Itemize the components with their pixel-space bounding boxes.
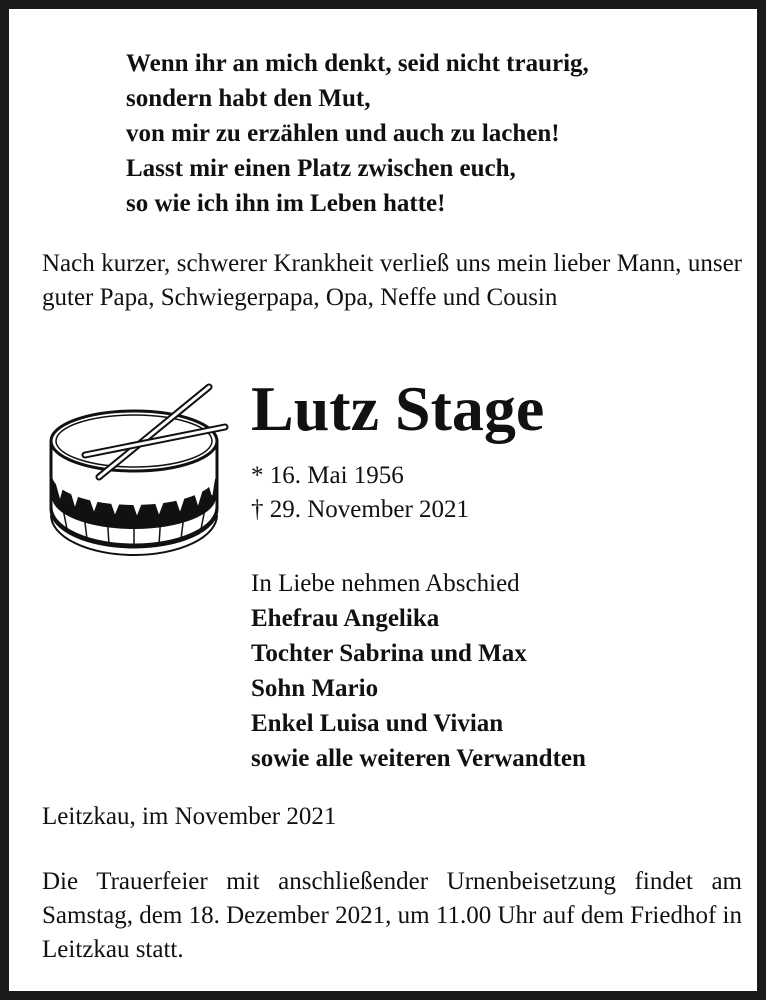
mourner-name: Sohn Mario — [251, 675, 379, 702]
mourner-name: Tochter Sabrina und Max — [251, 640, 527, 667]
mourners-intro: In Liebe nehmen Abschied — [251, 570, 520, 597]
life-dates — [251, 459, 469, 527]
death-date: † 29. November 2021 — [251, 496, 470, 523]
poem-line: Wenn ihr an mich denkt, seid nicht traurig, — [126, 50, 589, 77]
poem-line: so wie ich ihn im Leben hatte! — [126, 190, 446, 217]
funeral-notice: Die Trauerfeier mit anschließender Urnenbeisetzung findet am Samstag, dem 18. Dezember 2021, um 11.00 Uhr auf dem Friedhof in Leitzkau statt. — [42, 868, 742, 963]
mourners-block — [251, 566, 586, 776]
mourner-name: Enkel Luisa und Vivian — [251, 710, 504, 737]
birth-date: * 16. Mai 1956 — [251, 462, 404, 489]
poem-line: Lasst mir einen Platz zwischen euch, — [126, 155, 516, 182]
drum-icon — [47, 379, 231, 559]
mourner-name: sowie alle weiteren Verwandten — [251, 745, 586, 772]
poem-line: von mir zu erzählen und auch zu lachen! — [126, 120, 560, 147]
poem-line: sondern habt den Mut, — [126, 85, 371, 112]
deceased-name: Lutz Stage — [251, 373, 545, 444]
place-date: Leitzkau, im November 2021 — [42, 803, 337, 830]
intro-text: Nach kurzer, schwerer Krankheit verließ uns mein lieber Mann, unser guter Papa, Schwiegerpapa, Opa, Neffe und Cousin — [42, 250, 742, 311]
mourner-name: Ehefrau Angelika — [251, 605, 440, 632]
poem-block — [126, 46, 746, 221]
